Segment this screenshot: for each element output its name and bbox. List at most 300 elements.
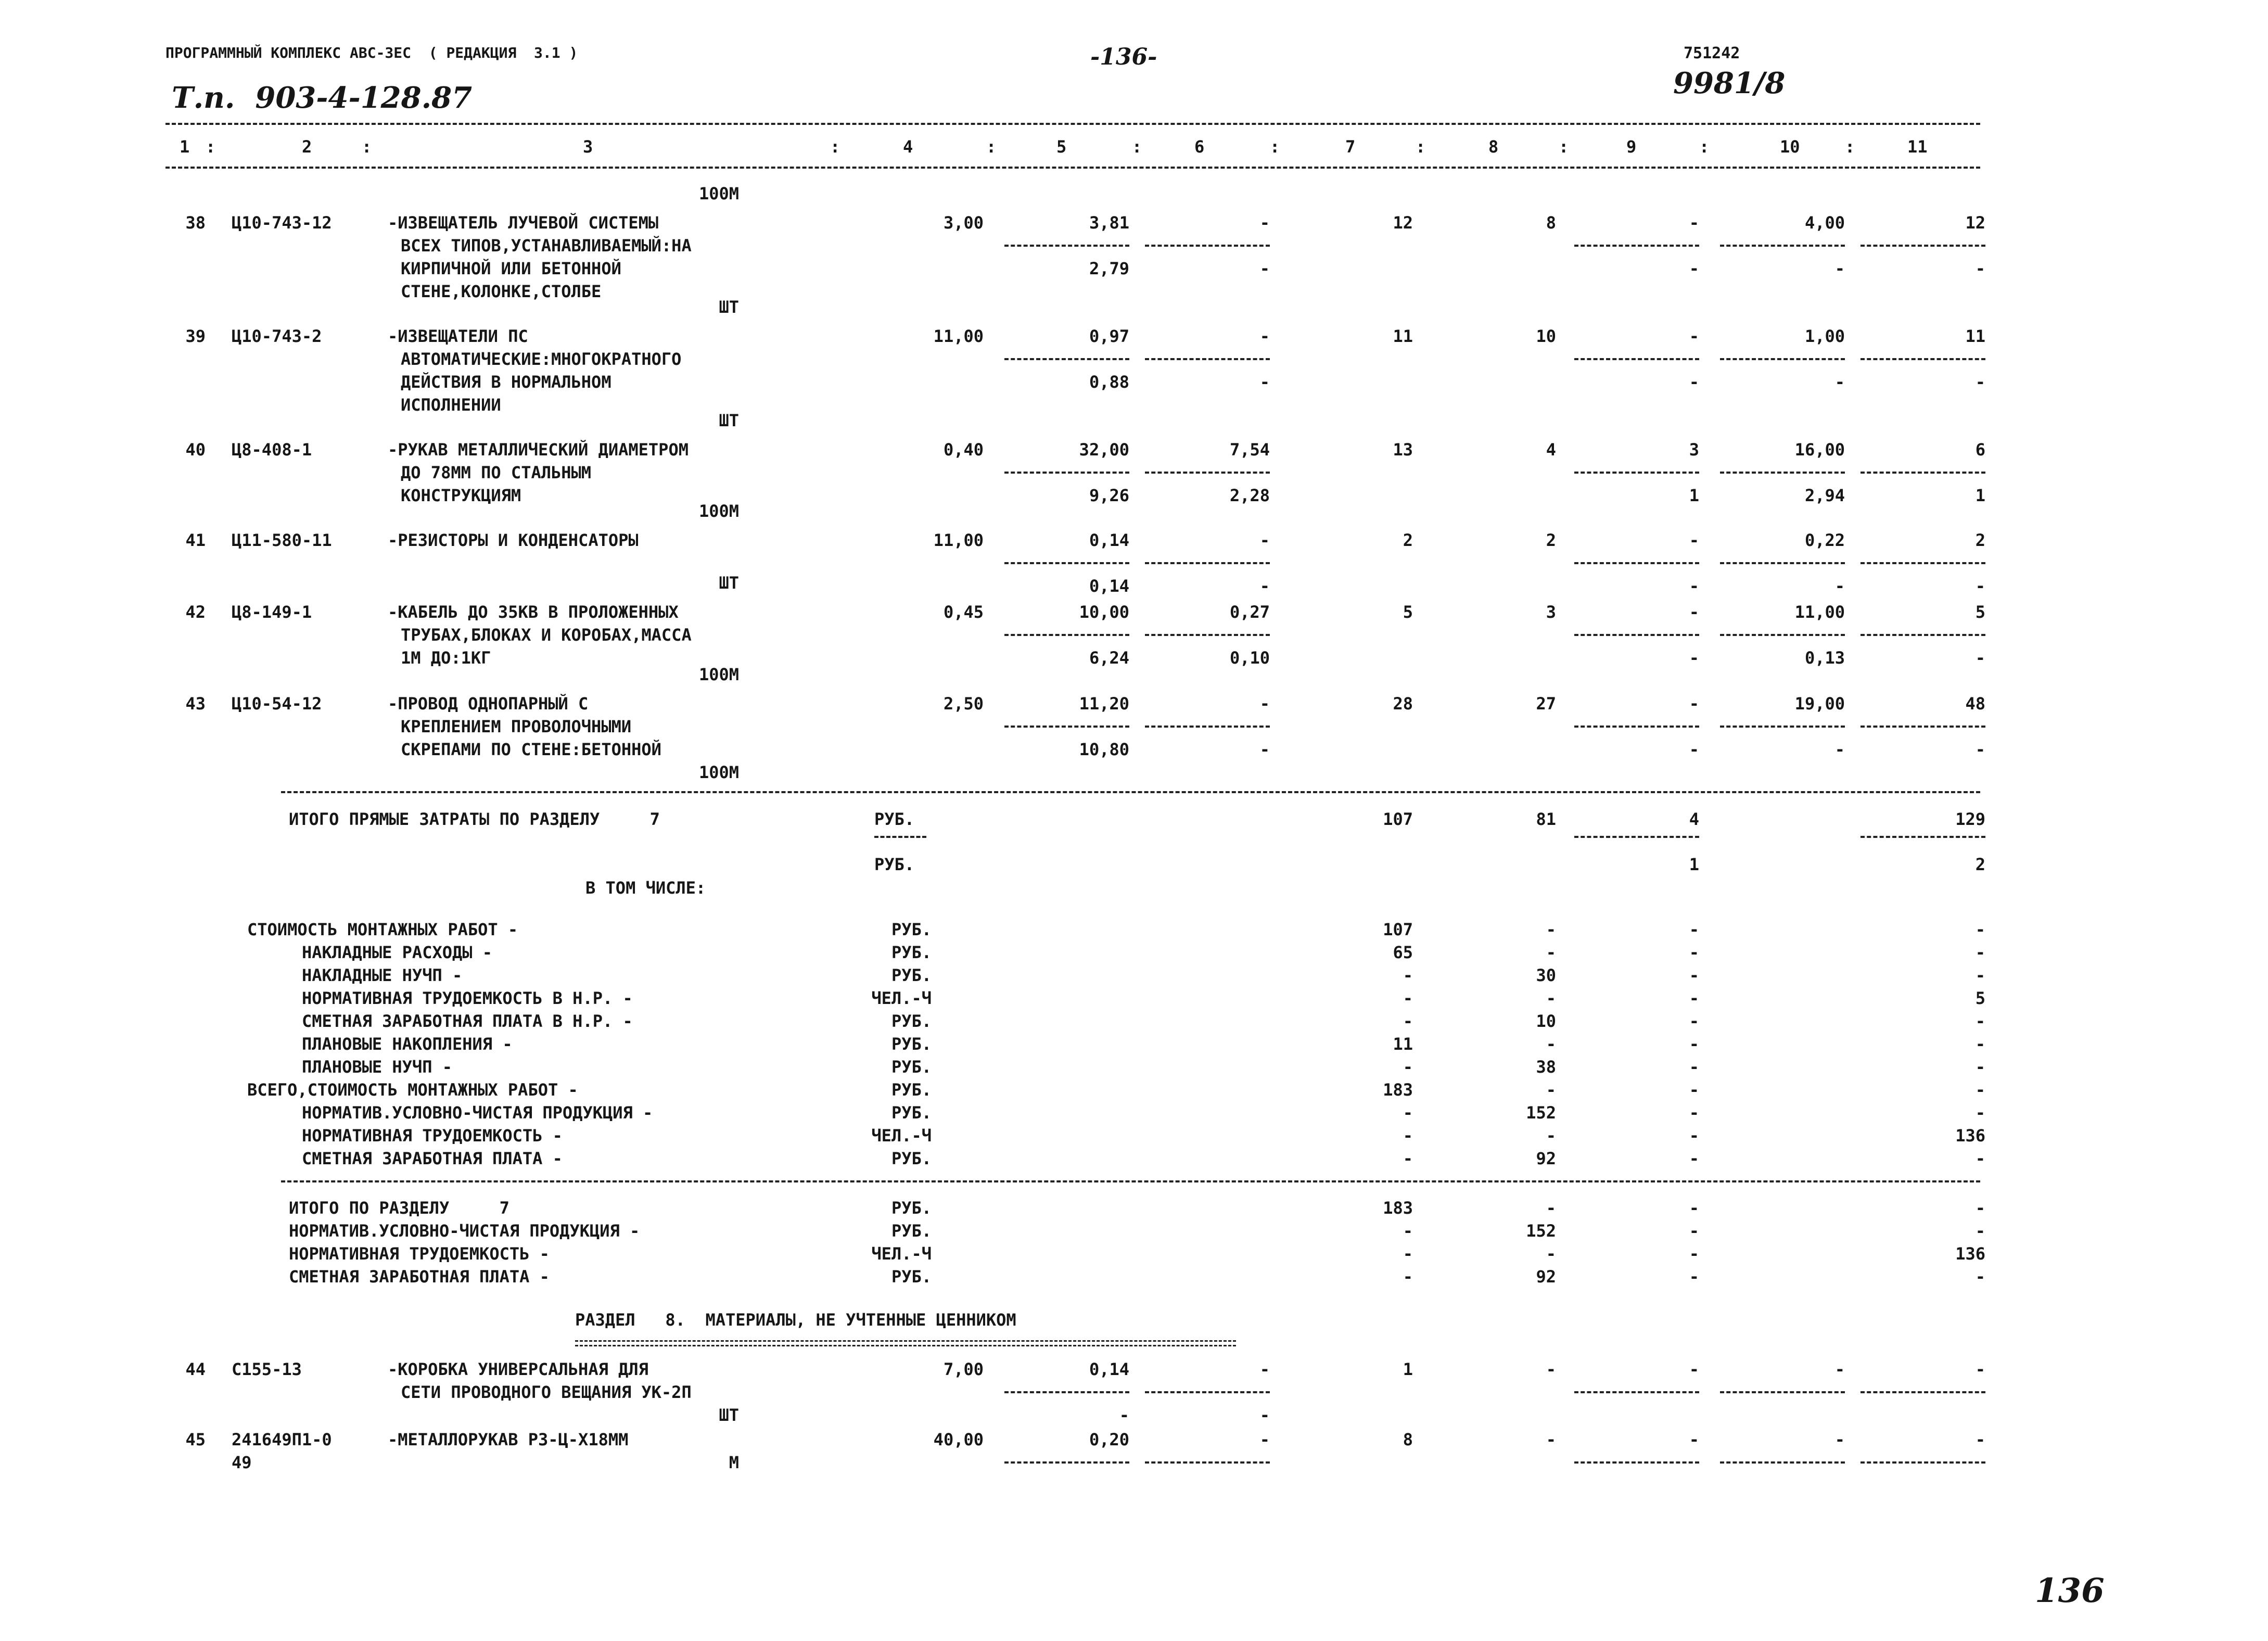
subtotal-rule [1720,634,1845,636]
labour-total: 2 [1975,530,1985,550]
item-number: 41 [185,530,206,550]
total-direct-c9: 4 [1689,809,1699,829]
subtotal-rule [1574,634,1699,636]
breakdown-c8: 30 [1536,965,1556,985]
breakdown-c9: - [1689,965,1699,985]
subtotal-rule [1004,245,1129,247]
subtotal-rule [1004,358,1129,360]
subtotal-rule [1574,836,1699,838]
breakdown-unit: ЧЕЛ.-Ч [871,988,932,1008]
breakdown-c7: 11 [1393,1034,1413,1054]
breakdown-c11: - [1975,1080,1985,1100]
item-number: 45 [185,1430,206,1449]
section-total-c7: - [1403,1244,1413,1264]
unit-cost-sub: 0,88 [1089,372,1129,392]
unit-cost-sub: 9,26 [1089,486,1129,505]
total-direct-c9-sub: 1 [1689,855,1699,874]
section-rule [281,1180,1980,1182]
machine-cost: - [1259,530,1270,550]
section-total-label: ИТОГО ПО РАЗДЕЛУ 7 [289,1198,509,1218]
breakdown-c9: - [1689,1057,1699,1077]
labour-unit: 1,00 [1804,326,1845,346]
item-description: -РЕЗИСТОРЫ И КОНДЕНСАТОРЫ [388,530,639,550]
item-description: -МЕТАЛЛОРУКАВ РЗ-Ц-Х18ММ [388,1430,629,1449]
labour-unit: 4,00 [1804,213,1845,233]
breakdown-unit: РУБ. [891,1149,932,1168]
section-rule [281,791,1980,793]
breakdown-c9: - [1689,1103,1699,1123]
total-wages: 4 [1546,440,1556,460]
header-rule [165,167,1980,169]
subtotal-rule [1861,1461,1985,1464]
breakdown-c9: - [1689,943,1699,962]
section-total-label: СМЕТНАЯ ЗАРАБОТНАЯ ПЛАТА - [289,1267,550,1287]
labour-total-sub: - [1975,372,1985,392]
section-total-c7: 183 [1383,1198,1413,1218]
machine-cost-sub: - [1259,576,1270,596]
item-number: 43 [185,694,206,714]
breakdown-label: СМЕТНАЯ ЗАРАБОТНАЯ ПЛАТА В Н.Р. - [302,1011,633,1031]
labour-total: 5 [1975,602,1985,622]
labour-unit-sub: - [1834,372,1845,392]
breakdown-c11: - [1975,920,1985,939]
subtotal-rule [1720,1461,1845,1464]
total-direct-c7: 107 [1383,809,1413,829]
quantity: 0,45 [943,602,984,622]
unit-cost: 0,14 [1089,1359,1129,1379]
subtotal-rule [1004,472,1129,474]
breakdown-c11: - [1975,1149,1985,1168]
labour-total: 11 [1965,326,1985,346]
unit-cost-sub: - [1119,1405,1129,1425]
total-direct-c11-sub: 2 [1975,855,1985,874]
machine-cost: - [1259,326,1270,346]
breakdown-unit: РУБ. [891,1103,932,1123]
total-machines: - [1689,602,1699,622]
column-separator: : [1559,137,1569,157]
labour-total: 12 [1965,213,1985,233]
total-cost: 28 [1393,694,1413,714]
breakdown-c11: - [1975,1103,1985,1123]
item-code: Ц8-149-1 [232,602,312,622]
breakdown-c9: - [1689,920,1699,939]
program-header: ПРОГРАММНЫЙ КОМПЛЕКС АВС-ЗЕС ( РЕДАКЦИЯ 3.1 ) [165,44,578,61]
total-machines-sub: - [1689,372,1699,392]
total-cost: 13 [1393,440,1413,460]
subtotal-rule [1145,245,1270,247]
breakdown-c7: 183 [1383,1080,1413,1100]
breakdown-label: НАКЛАДНЫЕ РАСХОДЫ - [302,943,493,962]
subtotal-rule [1145,472,1270,474]
item-number: 40 [185,440,206,460]
breakdown-c9: - [1689,1126,1699,1146]
total-cost: 12 [1393,213,1413,233]
total-wages: - [1546,1430,1556,1449]
machine-cost: - [1259,1430,1270,1449]
header-rule [165,123,1980,125]
document-number: 9981/8 [1673,66,1786,100]
column-number: 3 [583,137,593,157]
breakdown-c8: - [1546,1126,1556,1146]
labour-unit: 11,00 [1794,602,1845,622]
machine-cost-sub: 2,28 [1229,486,1270,505]
item-description: -ИЗВЕЩАТЕЛЬ ЛУЧЕВОЙ СИСТЕМЫ [388,213,659,233]
labour-total-sub: - [1975,576,1985,596]
subtotal-rule [1004,1461,1129,1464]
total-machines-sub: - [1689,740,1699,759]
total-machines-sub: - [1689,259,1699,278]
unit-cost: 0,20 [1089,1430,1129,1449]
subtotal-rule [1145,562,1270,564]
breakdown-c7: 107 [1383,920,1413,939]
breakdown-c7: - [1403,988,1413,1008]
item-description: ТРУБАХ,БЛОКАХ И КОРОБАХ,МАССА [401,625,692,645]
quantity: 2,50 [943,694,984,714]
subtotal-rule [1004,562,1129,564]
section-total-unit: ЧЕЛ.-Ч [871,1244,932,1264]
breakdown-unit: РУБ. [891,920,932,939]
item-number: 38 [185,213,206,233]
breakdown-c8: - [1546,1034,1556,1054]
total-direct-label: ИТОГО ПРЯМЫЕ ЗАТРАТЫ ПО РАЗДЕЛУ 7 [289,809,660,829]
subtotal-rule [1720,472,1845,474]
labour-unit-sub: 2,94 [1804,486,1845,505]
item-description: ДЕЙСТВИЯ В НОРМАЛЬНОМ [401,372,611,392]
breakdown-c11: - [1975,1057,1985,1077]
machine-cost-sub: 0,10 [1229,648,1270,668]
column-number: 4 [903,137,913,157]
total-machines: - [1689,1359,1699,1379]
breakdown-c11: - [1975,943,1985,962]
section-total-c9: - [1689,1198,1699,1218]
item-code: Ц11-580-11 [232,530,332,550]
total-machines-sub: 1 [1689,486,1699,505]
subtotal-rule [1861,1391,1985,1393]
column-number: 11 [1907,137,1928,157]
item-description: КИРПИЧНОЙ ИЛИ БЕТОННОЙ [401,259,621,278]
total-wages: 2 [1546,530,1556,550]
column-separator: : [830,137,840,157]
labour-unit: - [1834,1430,1845,1449]
breakdown-c7: 65 [1393,943,1413,962]
total-wages: 10 [1536,326,1556,346]
machine-cost: 7,54 [1229,440,1270,460]
item-unit: ШТ [719,411,739,430]
section-total-c7: - [1403,1267,1413,1287]
breakdown-label: ВСЕГО,СТОИМОСТЬ МОНТАЖНЫХ РАБОТ - [247,1080,578,1100]
item-unit: ШТ [719,1405,739,1425]
unit-cost: 0,14 [1089,530,1129,550]
item-description: -ИЗВЕЩАТЕЛИ ПС [388,326,528,346]
item-description: -КАБЕЛЬ ДО 35КВ В ПРОЛОЖЕННЫХ [388,602,679,622]
subtotal-rule [1004,1391,1129,1393]
total-machines: 3 [1689,440,1699,460]
breakdown-c9: - [1689,1080,1699,1100]
breakdown-c11: - [1975,1034,1985,1054]
total-machines-sub: - [1689,648,1699,668]
item-description: АВТОМАТИЧЕСКИЕ:МНОГОКРАТНОГО [401,349,682,369]
column-separator: : [1270,137,1280,157]
item-description: СКРЕПАМИ ПО СТЕНЕ:БЕТОННОЙ [401,740,661,759]
total-machines: - [1689,1430,1699,1449]
section-total-c11: - [1975,1198,1985,1218]
breakdown-c9: - [1689,1149,1699,1168]
breakdown-label: НОРМАТИВНАЯ ТРУДОЕМКОСТЬ В Н.Р. - [302,988,633,1008]
item-description: СЕТИ ПРОВОДНОГО ВЕЩАНИЯ УК-2П [401,1382,692,1402]
unit-cost: 10,00 [1079,602,1129,622]
machine-cost: - [1259,694,1270,714]
column-separator: : [1699,137,1710,157]
subtotal-rule [1574,472,1699,474]
breakdown-unit: РУБ. [891,1080,932,1100]
column-separator: : [1416,137,1426,157]
machine-cost: - [1259,1359,1270,1379]
column-number: 5 [1056,137,1067,157]
breakdown-c8: - [1546,988,1556,1008]
breakdown-label: НОРМАТИВ.УСЛОВНО-ЧИСТАЯ ПРОДУКЦИЯ - [302,1103,653,1123]
breakdown-c7: - [1403,965,1413,985]
subtotal-rule [1145,358,1270,360]
item-unit: 100М [698,665,739,684]
total-direct-c11: 129 [1955,809,1985,829]
section-underline [575,1340,1236,1346]
total-wages: - [1546,1359,1556,1379]
item-code: Ц10-54-12 [232,694,322,714]
subtotal-rule [1145,634,1270,636]
item-code: 241649П1-0 [232,1430,332,1449]
item-number: 44 [185,1359,206,1379]
subtotal-rule [1861,634,1985,636]
quantity: 40,00 [933,1430,984,1449]
total-direct-unit: РУБ. [874,809,915,829]
breakdown-label: НАКЛАДНЫЕ НУЧП - [302,965,463,985]
machine-cost-sub: - [1259,372,1270,392]
labour-total-sub: 1 [1975,486,1985,505]
item-number: 39 [185,326,206,346]
subtotal-rule [1145,1461,1270,1464]
unit-cost: 0,97 [1089,326,1129,346]
quantity: 11,00 [933,326,984,346]
breakdown-c11: 5 [1975,988,1985,1008]
breakdown-unit: РУБ. [891,1034,932,1054]
breakdown-c7: - [1403,1126,1413,1146]
subtotal-rule [1145,726,1270,728]
machine-cost-sub: - [1259,259,1270,278]
item-description: ИСПОЛНЕНИИ [401,395,501,415]
section-total-c8: - [1546,1198,1556,1218]
total-direct-unit: РУБ. [874,855,915,874]
section-total-c9: - [1689,1221,1699,1241]
unit-cost-sub: 10,80 [1079,740,1129,759]
total-wages: 8 [1546,213,1556,233]
labour-total-sub: - [1975,648,1985,668]
breakdown-c7: - [1403,1103,1413,1123]
including-label: В ТОМ ЧИСЛЕ: [585,878,706,898]
breakdown-c11: - [1975,1011,1985,1031]
total-machines: - [1689,213,1699,233]
subtotal-rule [1574,1461,1699,1464]
breakdown-unit: ЧЕЛ.-Ч [871,1126,932,1146]
section-total-c8: 152 [1526,1221,1556,1241]
item-unit: 100М [698,501,739,521]
subtotal-rule [1861,472,1985,474]
breakdown-c7: - [1403,1057,1413,1077]
item-unit: 100М [698,184,739,203]
column-number: 1 [180,137,190,157]
page-number: 136 [2035,1571,2105,1610]
subtotal-rule [1004,634,1129,636]
page-number-top: -136- [1090,44,1157,70]
breakdown-label: ПЛАНОВЫЕ НУЧП - [302,1057,452,1077]
breakdown-label: НОРМАТИВНАЯ ТРУДОЕМКОСТЬ - [302,1126,563,1146]
total-cost: 11 [1393,326,1413,346]
quantity: 7,00 [943,1359,984,1379]
breakdown-unit: РУБ. [891,943,932,962]
column-number: 2 [302,137,312,157]
subtotal-rule [1574,1391,1699,1393]
item-description: -РУКАВ МЕТАЛЛИЧЕСКИЙ ДИАМЕТРОМ [388,440,689,460]
breakdown-label: ПЛАНОВЫЕ НАКОПЛЕНИЯ - [302,1034,513,1054]
subtotal-rule [1574,562,1699,564]
breakdown-c8: 38 [1536,1057,1556,1077]
item-unit: ШТ [719,297,739,317]
subtotal-rule [1861,726,1985,728]
item-description: -КОРОБКА УНИВЕРСАЛЬНАЯ ДЛЯ [388,1359,648,1379]
labour-unit-sub: 0,13 [1804,648,1845,668]
unit-cost: 32,00 [1079,440,1129,460]
subtotal-rule [1861,358,1985,360]
item-code: Ц10-743-12 [232,213,332,233]
item-unit: 100М [698,762,739,782]
item-unit: М [729,1453,739,1472]
unit-cost-sub: 0,14 [1089,576,1129,596]
total-cost: 2 [1403,530,1413,550]
breakdown-c7: - [1403,1149,1413,1168]
breakdown-c8: 152 [1526,1103,1556,1123]
breakdown-c8: 92 [1536,1149,1556,1168]
machine-cost: 0,27 [1229,602,1270,622]
section-8-title: РАЗДЕЛ 8. МАТЕРИАЛЫ, НЕ УЧТЕННЫЕ ЦЕННИКОМ [575,1310,1016,1330]
section-total-label: НОРМАТИВ.УСЛОВНО-ЧИСТАЯ ПРОДУКЦИЯ - [289,1221,640,1241]
subtotal-rule [1861,836,1985,838]
machine-cost-sub: - [1259,740,1270,759]
total-cost: 8 [1403,1430,1413,1449]
subtotal-rule [1574,726,1699,728]
breakdown-c8: - [1546,1080,1556,1100]
subtotal-rule [874,836,926,838]
section-total-c8: 92 [1536,1267,1556,1287]
quantity: 3,00 [943,213,984,233]
section-total-unit: РУБ. [891,1267,932,1287]
breakdown-c8: - [1546,943,1556,962]
total-direct-c8: 81 [1536,809,1556,829]
subtotal-rule [1145,1391,1270,1393]
item-description: -ПРОВОД ОДНОПАРНЫЙ С [388,694,589,714]
column-separator: : [986,137,997,157]
breakdown-label: СТОИМОСТЬ МОНТАЖНЫХ РАБОТ - [247,920,518,939]
unit-cost: 11,20 [1079,694,1129,714]
item-code: Ц8-408-1 [232,440,312,460]
unit-cost: 3,81 [1089,213,1129,233]
section-total-c11: - [1975,1221,1985,1241]
breakdown-unit: РУБ. [891,1011,932,1031]
subtotal-rule [1861,245,1985,247]
section-total-c9: - [1689,1244,1699,1264]
breakdown-c11: - [1975,965,1985,985]
column-separator: : [1132,137,1142,157]
labour-unit: 16,00 [1794,440,1845,460]
section-total-c11: - [1975,1267,1985,1287]
subtotal-rule [1574,358,1699,360]
column-number: 8 [1488,137,1499,157]
machine-cost: - [1259,213,1270,233]
column-number: 7 [1345,137,1356,157]
labour-unit: 0,22 [1804,530,1845,550]
item-description: ДО 78ММ ПО СТАЛЬНЫМ [401,463,592,482]
breakdown-c9: - [1689,1034,1699,1054]
labour-total: 6 [1975,440,1985,460]
labour-unit: - [1834,1359,1845,1379]
labour-total-sub: - [1975,740,1985,759]
machine-cost-sub: - [1259,1405,1270,1425]
total-cost: 1 [1403,1359,1413,1379]
item-code: Ц10-743-2 [232,326,322,346]
column-number: 6 [1194,137,1205,157]
unit-cost-sub: 6,24 [1089,648,1129,668]
breakdown-c8: - [1546,920,1556,939]
quantity: 11,00 [933,530,984,550]
document-code: 751242 [1684,44,1740,62]
section-total-unit: РУБ. [891,1221,932,1241]
labour-total: 48 [1965,694,1985,714]
item-description: КОНСТРУКЦИЯМ [401,486,521,505]
section-total-c8: - [1546,1244,1556,1264]
unit-cost-sub: 2,79 [1089,259,1129,278]
labour-total-sub: - [1975,259,1985,278]
breakdown-label: СМЕТНАЯ ЗАРАБОТНАЯ ПЛАТА - [302,1149,563,1168]
breakdown-c7: - [1403,1011,1413,1031]
labour-unit-sub: - [1834,576,1845,596]
subtotal-rule [1861,562,1985,564]
breakdown-c11: 136 [1955,1126,1985,1146]
typical-project-number: Т.п. 903-4-128.87 [172,81,473,115]
subtotal-rule [1004,726,1129,728]
subtotal-rule [1574,245,1699,247]
subtotal-rule [1720,245,1845,247]
section-total-unit: РУБ. [891,1198,932,1218]
subtotal-rule [1720,726,1845,728]
column-separator: : [362,137,372,157]
total-wages: 3 [1546,602,1556,622]
item-description: СТЕНЕ,КОЛОНКЕ,СТОЛБЕ [401,282,602,301]
total-wages: 27 [1536,694,1556,714]
labour-unit-sub: - [1834,259,1845,278]
breakdown-c8: 10 [1536,1011,1556,1031]
total-machines: - [1689,694,1699,714]
subtotal-rule [1720,358,1845,360]
quantity: 0,40 [943,440,984,460]
labour-total: - [1975,1359,1985,1379]
item-number: 42 [185,602,206,622]
breakdown-c9: - [1689,1011,1699,1031]
item-description: КРЕПЛЕНИЕМ ПРОВОЛОЧНЫМИ [401,717,632,736]
total-machines: - [1689,530,1699,550]
subtotal-rule [1720,1391,1845,1393]
column-number: 10 [1780,137,1800,157]
subtotal-rule [1720,562,1845,564]
labour-total: - [1975,1430,1985,1449]
column-separator: : [1845,137,1855,157]
